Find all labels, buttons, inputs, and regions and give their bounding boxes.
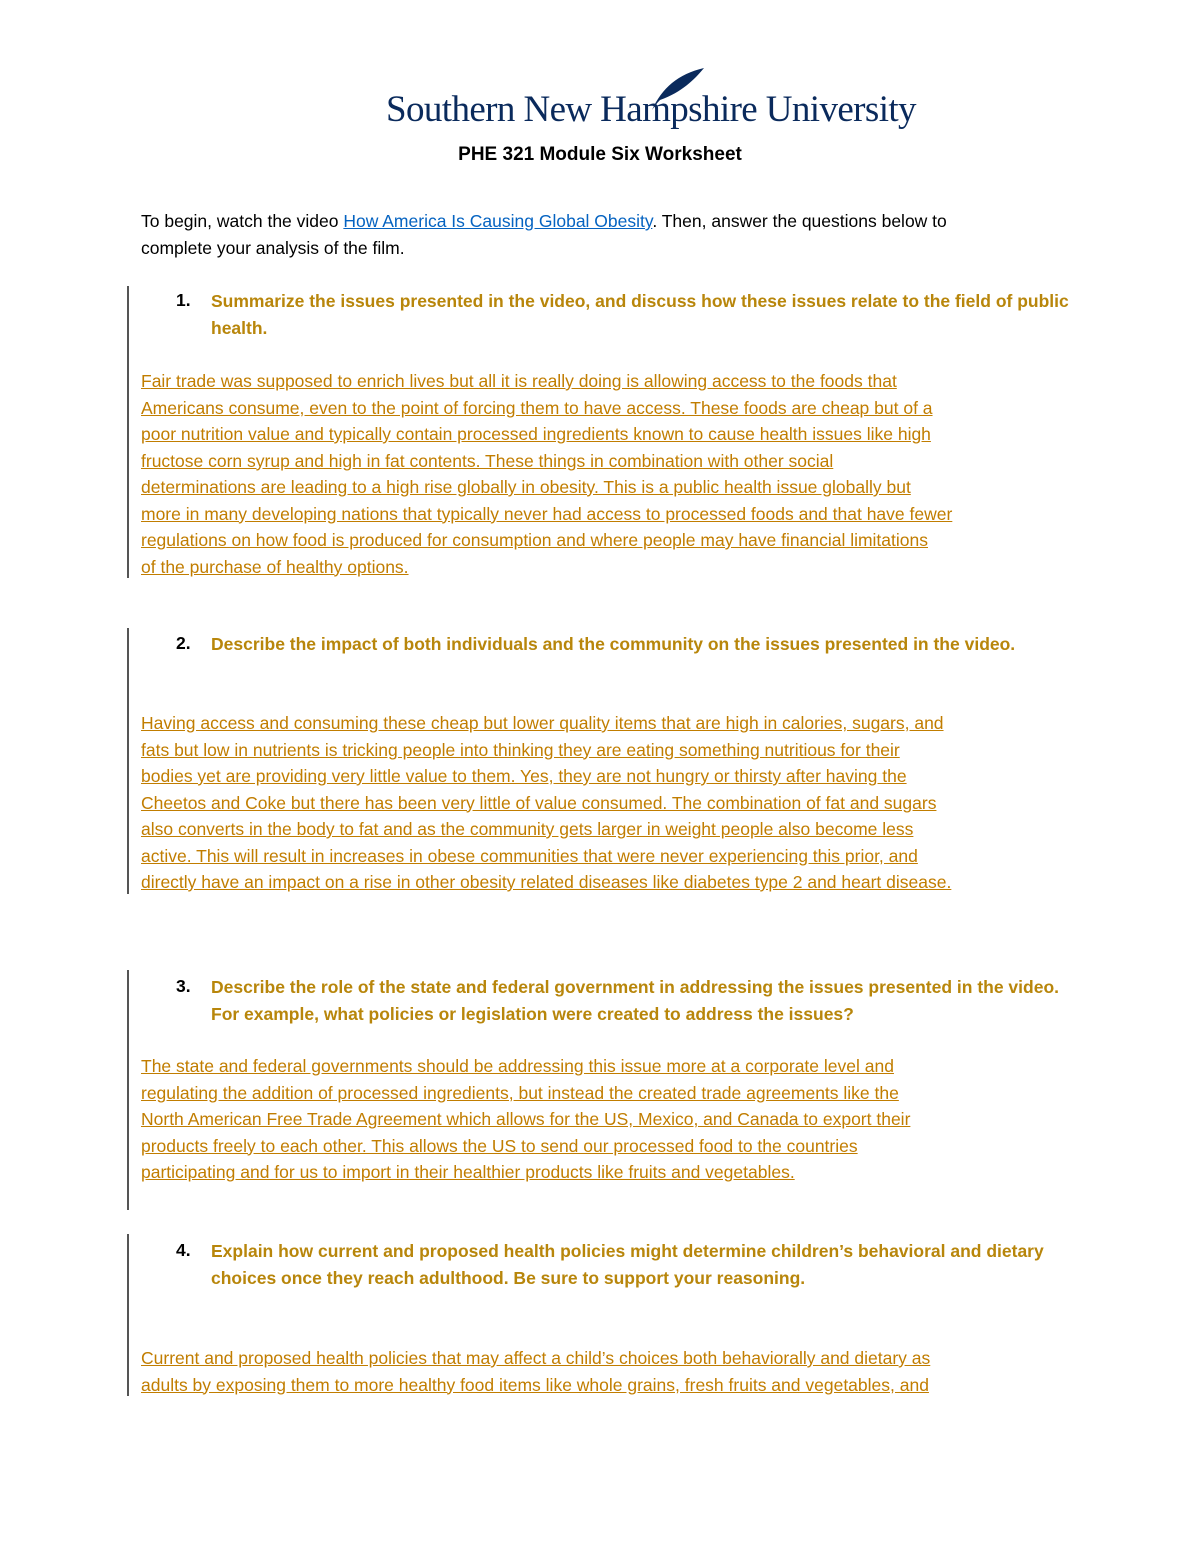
answer-line: regulating the addition of processed ingredients, but instead the created trade agreements like the <box>141 1082 899 1103</box>
intro-text-line2: complete your analysis of the film. <box>141 238 405 258</box>
answer-line: poor nutrition value and typically contain processed ingredients known to cause health issues like high <box>141 424 931 444</box>
answer-line: active. This will result in increases in obese communities that were never experiencing this prior, and <box>141 845 918 866</box>
answer-line: bodies yet are providing very little value to them. Yes, they are not hungry or thirsty after having the <box>141 766 907 786</box>
question-number: 1. <box>176 290 191 310</box>
video-link[interactable]: How America Is Causing Global Obesity <box>343 211 653 231</box>
change-bar <box>127 628 129 894</box>
answer-line: of the purchase of healthy options. <box>141 556 409 577</box>
answer-line: products freely to each other. This allows the US to send our processed food to the countries <box>141 1135 858 1156</box>
question-number: 3. <box>176 976 191 996</box>
answer-text <box>141 1345 1071 1398</box>
question-text: Describe the impact of both individuals and the community on the issues presented in the video. <box>211 634 1016 654</box>
answer-line: Cheetos and Coke but there has been very little of value consumed. The combination of fat and sugars <box>141 792 937 813</box>
change-bar <box>127 1234 129 1396</box>
answer-line: fats but low in nutrients is tricking people into thinking they are eating something nutritious for their <box>141 739 900 760</box>
intro-text: To begin, watch the video <box>141 211 344 231</box>
answer-line: adults by exposing them to more healthy food items like whole grains, fresh fruits and vegetables, and <box>141 1374 929 1395</box>
change-bar <box>127 970 129 1210</box>
answer-text <box>141 710 1071 896</box>
answer-line: directly have an impact on a rise in other obesity related diseases like diabetes type 2 and heart disease. <box>141 872 952 892</box>
answer-text <box>141 368 1071 580</box>
answer-line: Current and proposed health policies that may affect a child’s choices both behaviorally and dietary as <box>141 1348 931 1368</box>
university-logo <box>386 66 916 136</box>
answer-line: fructose corn syrup and high in fat contents. These things in combination with other social <box>141 450 834 471</box>
answer-text <box>141 1053 1071 1186</box>
answer-line: North American Free Trade Agreement which allows for the US, Mexico, and Canada to export their <box>141 1109 911 1129</box>
question-text: Explain how current and proposed health policies might determine children’s behavioral and dietary choices once they reach adulthood. Be sure to support your reasoning. <box>211 1241 1044 1288</box>
page-title: PHE 321 Module Six Worksheet <box>458 144 742 165</box>
question-number: 2. <box>176 633 191 653</box>
answer-line: determinations are leading to a high rise globally in obesity. This is a public health issue globally but <box>141 477 911 497</box>
question-number: 4. <box>176 1240 191 1260</box>
answer-line: more in many developing nations that typically never had access to processed foods and that have fewer <box>141 503 953 524</box>
change-bar <box>127 286 129 578</box>
logo-text: Southern New Hampshire University <box>386 89 916 130</box>
intro-text-after: . Then, answer the questions below to <box>652 211 947 231</box>
leaf-icon <box>648 66 708 112</box>
answer-line: Fair trade was supposed to enrich lives but all it is really doing is allowing access to the foods that <box>141 371 897 391</box>
answer-line: Having access and consuming these cheap but lower quality items that are high in calories, sugars, and <box>141 713 944 733</box>
answer-line: Americans consume, even to the point of forcing them to have access. These foods are cheap but of a <box>141 397 933 418</box>
answer-line: regulations on how food is produced for consumption and where people may have financial limitations <box>141 530 928 550</box>
intro-paragraph <box>141 208 1061 262</box>
answer-line: also converts in the body to fat and as the community gets larger in weight people also become less <box>141 819 914 839</box>
answer-line: participating and for us to import in their healthier products like fruits and vegetables. <box>141 1162 795 1182</box>
question-text: Summarize the issues presented in the video, and discuss how these issues relate to the field of public health. <box>211 291 1069 338</box>
answer-line: The state and federal governments should be addressing this issue more at a corporate level and <box>141 1056 894 1076</box>
question-text: Describe the role of the state and federal government in addressing the issues presented in the video. For example, what policies or legislation were created to address the issues? <box>211 977 1059 1024</box>
